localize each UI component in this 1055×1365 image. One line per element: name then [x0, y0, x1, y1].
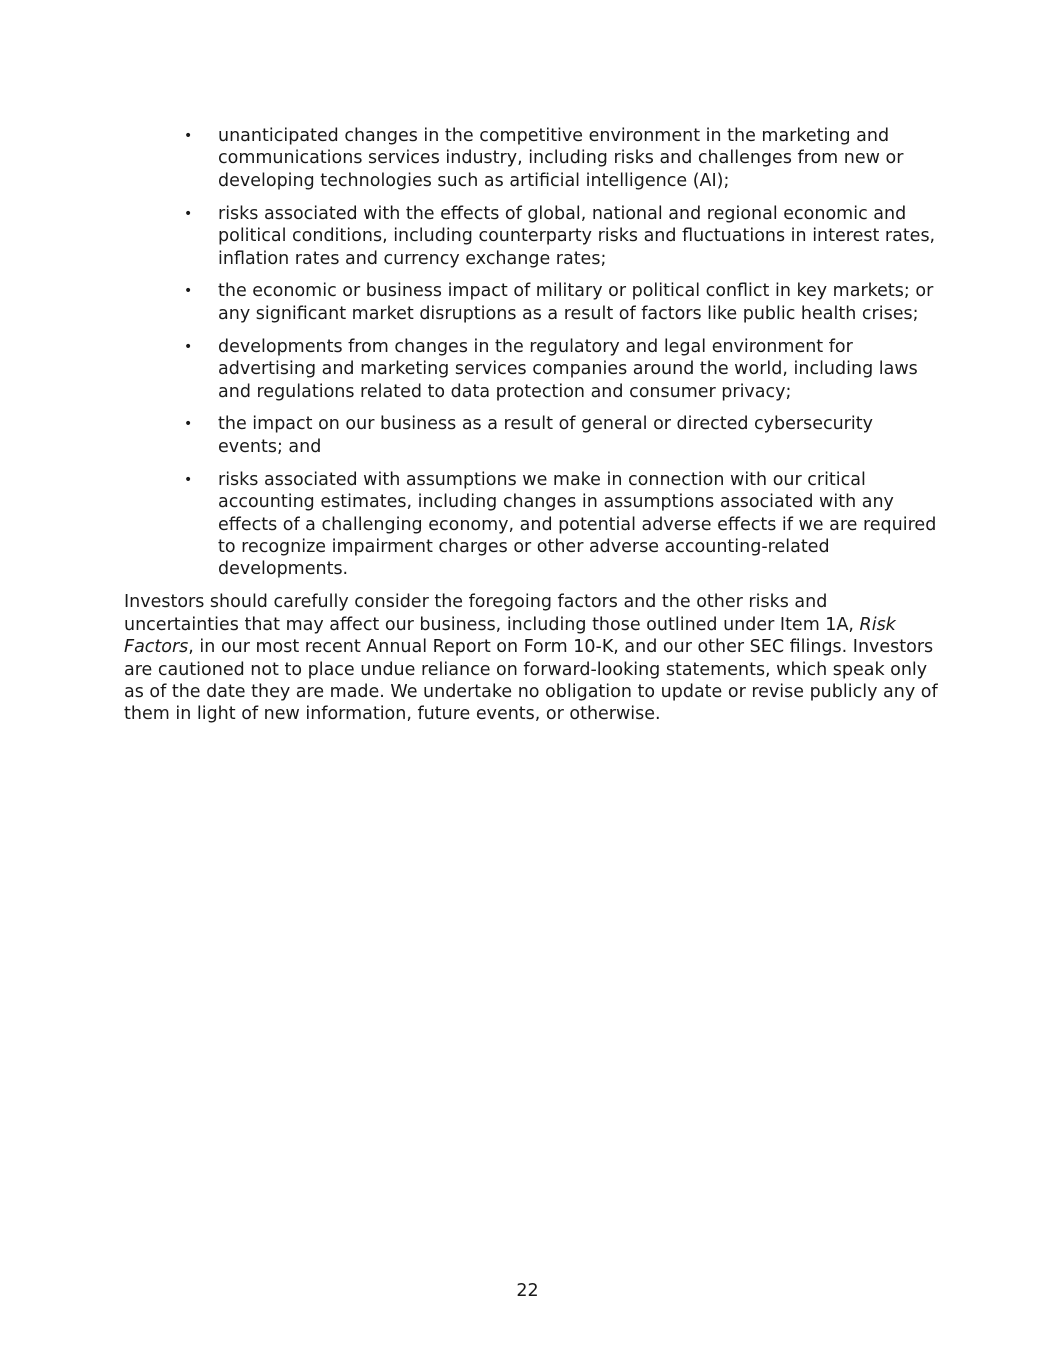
- bullet-icon: •: [184, 283, 193, 300]
- list-item-text: the economic or business impact of military or political conflict in key markets; or any significant market disruptions as a result of factors like public health crises;: [218, 281, 934, 324]
- closing-text-start: Investors should carefully consider the foregoing factors and the other risks and uncertainties that may affect our business, including those outlined under Item 1A,: [124, 592, 860, 635]
- list-item: [124, 336, 939, 403]
- bullet-icon: •: [184, 205, 193, 222]
- closing-paragraph: [124, 591, 939, 725]
- bullet-icon: •: [184, 416, 193, 433]
- list-item-text: unanticipated changes in the competitive environment in the marketing and communications services industry, including risks and challenges from new or developing technologies such as artificial intelligence (AI);: [218, 126, 904, 191]
- page-number: 22: [516, 1281, 539, 1301]
- list-item-text: risks associated with the effects of global, national and regional economic and political conditions, including counterparty risks and fluctuations in interest rates, inflation rates and currency exchange rates;: [218, 203, 936, 269]
- list-item: [124, 469, 939, 581]
- list-item: [124, 125, 939, 192]
- bullet-icon: •: [184, 471, 193, 488]
- list-item-text: risks associated with assumptions we make in connection with our critical accounting estimates, including changes in assumptions associated with any effects of a challenging economy, and potential adverse effects if we are required to recognize impairment charges or other adverse accounting-related developments.: [218, 469, 937, 580]
- list-item: [124, 280, 939, 325]
- list-item-text: developments from changes in the regulatory and legal environment for advertising and marketing services companies around the world, including laws and regulations related to data protection and consumer privacy;: [218, 336, 918, 402]
- list-item: [124, 413, 939, 458]
- bullet-icon: •: [184, 128, 193, 144]
- list-item: [124, 203, 939, 270]
- closing-text-end: , in our most recent Annual Report on Form 10-K, and our other SEC filings. Investors are cautioned not to place undue reliance on forward-looking statements, which speak only as of the date they are made. We undertake no obligation to update or revise publicly any of them in light of new information, future events, or otherwise.: [124, 637, 938, 725]
- risk-factors-reference: Risk Factors: [124, 614, 896, 658]
- list-item-text: the impact on our business as a result of general or directed cybersecurity events; and: [218, 414, 873, 457]
- risk-factor-list: [124, 125, 939, 581]
- bullet-icon: •: [184, 338, 193, 355]
- page-content: [124, 125, 939, 726]
